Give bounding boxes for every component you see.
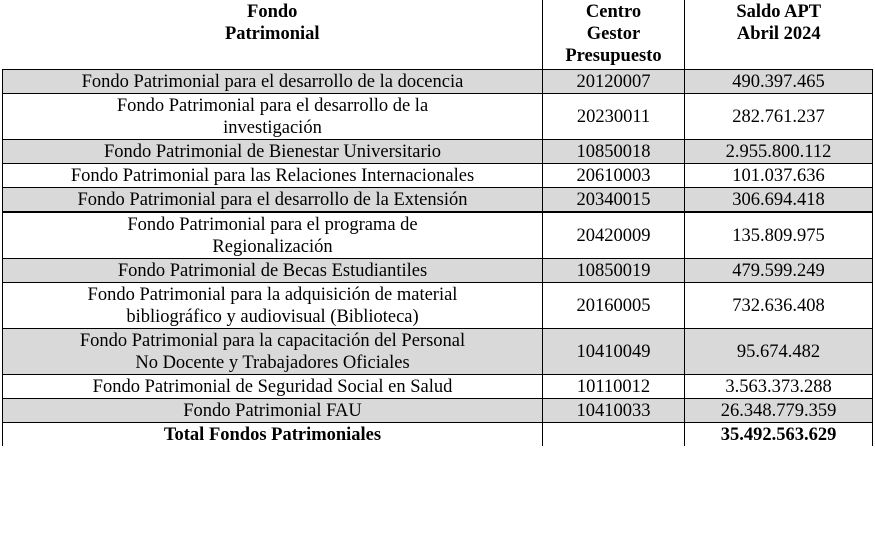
table-row bbox=[3, 94, 873, 140]
fondo-cell: Fondo Patrimonial de Becas Estudiantiles bbox=[3, 259, 543, 283]
centro-cell: 20230011 bbox=[543, 94, 685, 140]
table-row bbox=[3, 140, 873, 164]
table-row bbox=[3, 399, 873, 423]
saldo-cell: 26.348.779.359 bbox=[685, 399, 873, 423]
saldo-cell: 135.809.975 bbox=[685, 212, 873, 259]
fondo-cell: Fondo Patrimonial para el programa de Regionalización bbox=[3, 212, 543, 259]
saldo-cell: 95.674.482 bbox=[685, 329, 873, 375]
saldo-cell: 732.636.408 bbox=[685, 283, 873, 329]
fondos-table-container bbox=[2, 0, 872, 446]
header-fondo: Fondo Patrimonial bbox=[3, 0, 543, 70]
saldo-cell: 3.563.373.288 bbox=[685, 375, 873, 399]
saldo-cell: 101.037.636 bbox=[685, 164, 873, 188]
fondo-cell: Fondo Patrimonial FAU bbox=[3, 399, 543, 423]
header-centro-gestor: Centro Gestor Presupuesto bbox=[543, 0, 685, 70]
fondo-cell: Fondo Patrimonial de Seguridad Social en Salud bbox=[3, 375, 543, 399]
saldo-cell: 306.694.418 bbox=[685, 188, 873, 213]
fondo-cell: Fondo Patrimonial para las Relaciones Internacionales bbox=[3, 164, 543, 188]
table-row bbox=[3, 283, 873, 329]
centro-cell: 20610003 bbox=[543, 164, 685, 188]
centro-cell: 20340015 bbox=[543, 188, 685, 213]
table-row bbox=[3, 259, 873, 283]
fondo-cell: Fondo Patrimonial para el desarrollo de la investigación bbox=[3, 94, 543, 140]
fondo-cell: Fondo Patrimonial para la adquisición de material bibliográfico y audiovisual (Biblioteca) bbox=[3, 283, 543, 329]
total-row bbox=[3, 423, 873, 447]
total-centro-cell bbox=[543, 423, 685, 447]
table-row bbox=[3, 375, 873, 399]
fondo-cell: Fondo Patrimonial para el desarrollo de la Extensión bbox=[3, 188, 543, 213]
table-row bbox=[3, 329, 873, 375]
centro-cell: 10850019 bbox=[543, 259, 685, 283]
saldo-cell: 2.955.800.112 bbox=[685, 140, 873, 164]
fondo-cell: Fondo Patrimonial para la capacitación del Personal No Docente y Trabajadores Oficiales bbox=[3, 329, 543, 375]
saldo-cell: 479.599.249 bbox=[685, 259, 873, 283]
fondo-cell: Fondo Patrimonial de Bienestar Universitario bbox=[3, 140, 543, 164]
table-header-row bbox=[3, 0, 873, 70]
fondo-cell: Fondo Patrimonial para el desarrollo de la docencia bbox=[3, 70, 543, 94]
centro-cell: 10410049 bbox=[543, 329, 685, 375]
total-label: Total Fondos Patrimoniales bbox=[3, 423, 543, 447]
centro-cell: 20160005 bbox=[543, 283, 685, 329]
centro-cell: 10850018 bbox=[543, 140, 685, 164]
table-row bbox=[3, 188, 873, 213]
table-row bbox=[3, 212, 873, 259]
table-row bbox=[3, 164, 873, 188]
table-row bbox=[3, 70, 873, 94]
header-saldo: Saldo APT Abril 2024 bbox=[685, 0, 873, 70]
total-saldo: 35.492.563.629 bbox=[685, 423, 873, 447]
fondos-patrimoniales-table bbox=[2, 0, 873, 446]
saldo-cell: 282.761.237 bbox=[685, 94, 873, 140]
centro-cell: 10410033 bbox=[543, 399, 685, 423]
centro-cell: 20120007 bbox=[543, 70, 685, 94]
centro-cell: 10110012 bbox=[543, 375, 685, 399]
centro-cell: 20420009 bbox=[543, 212, 685, 259]
saldo-cell: 490.397.465 bbox=[685, 70, 873, 94]
